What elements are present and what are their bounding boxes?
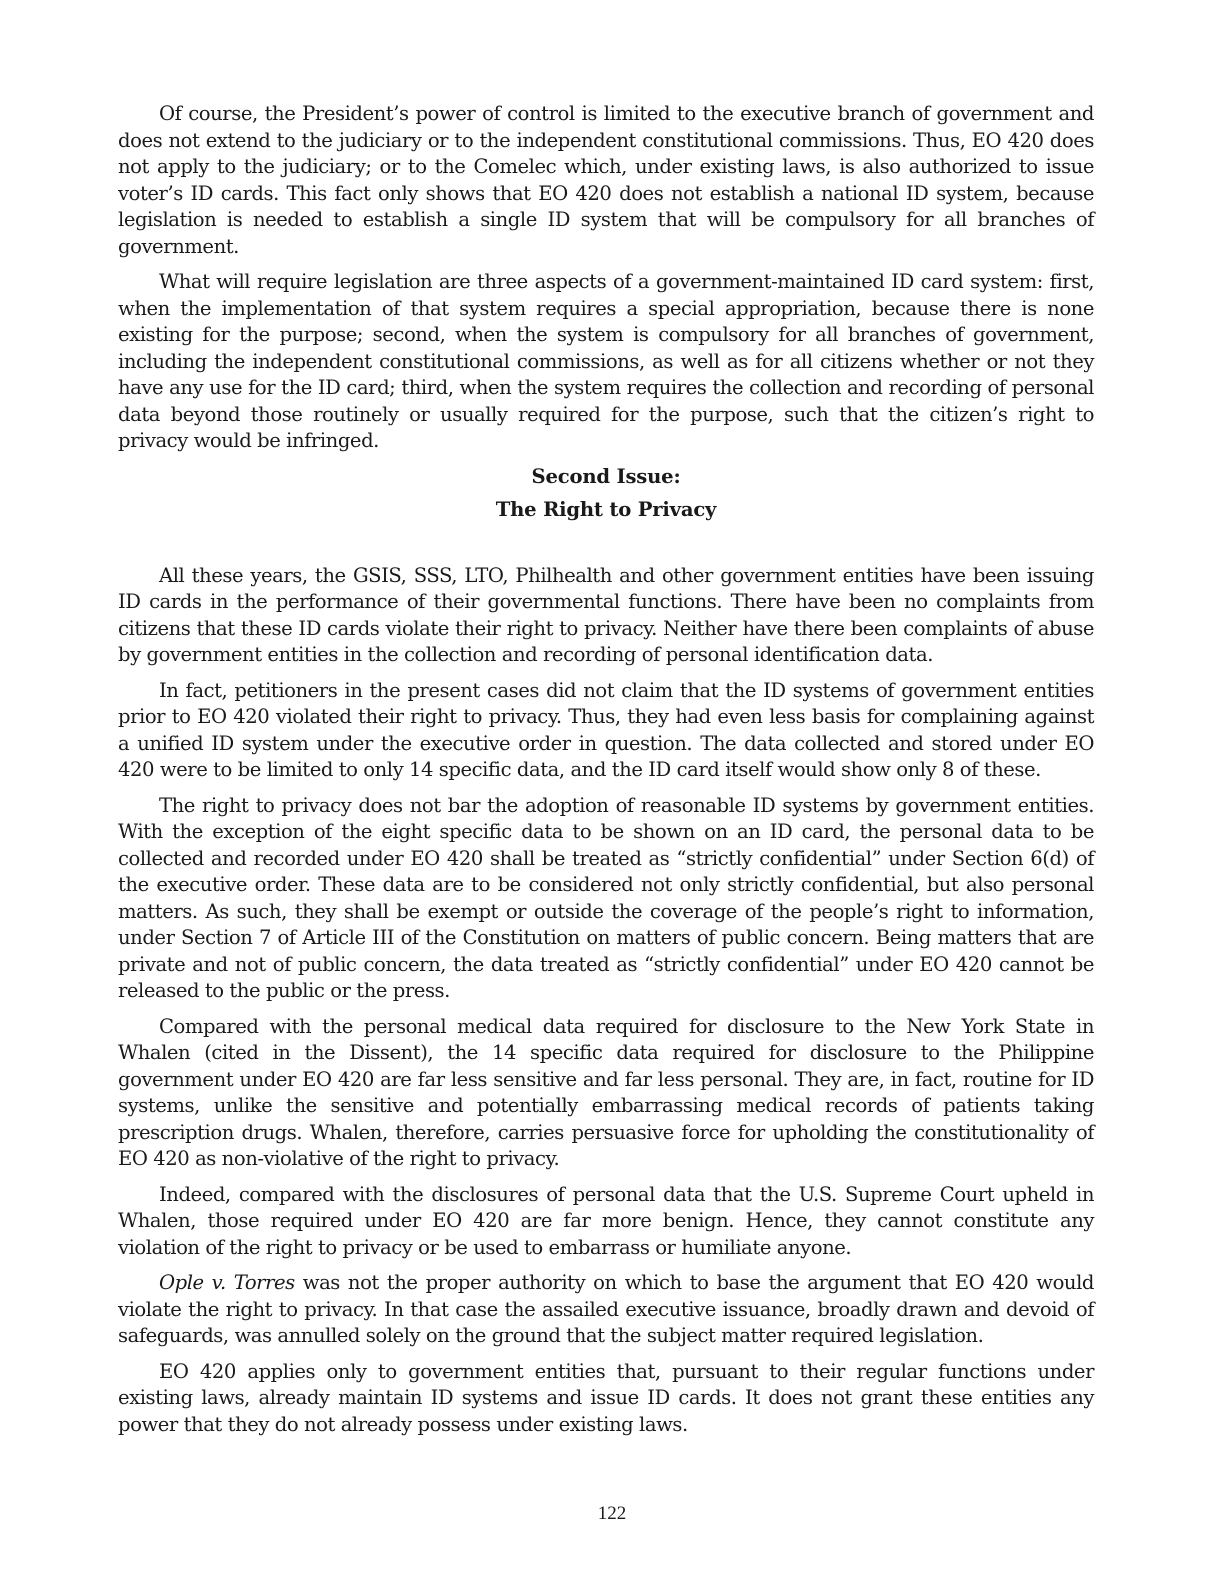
paragraph-ople-v-torres [118,1270,1094,1350]
page-number: 122 [597,1503,627,1524]
ople-paragraph-text: was not the proper authority on which to base the argument that EO 420 would violate the right to privacy. In that case the assailed executive issuance, broadly drawn and devoid of safeguards, was annulled solely on the ground that the subject matter required legislation. [118,1271,1095,1347]
paragraph-legislation-aspects: What will require legislation are three aspects of a government-maintained ID card system: first, when the implementation of that system requires a special appropriation, because there is none existing for the purpose; second, when the system is compulsory for all branches of government, including the independent constitutional commissions, as well as for all citizens whether or not they have any use for the ID card; third, when the system requires the collection and recording of personal data beyond those routinely or usually required for the purpose, such that the citizen’s right to privacy would be infringed. [118,270,1094,452]
paragraph-eo420-scope: EO 420 applies only to government entities that, pursuant to their regular functions under existing laws, already maintain ID systems and issue ID cards. It does not grant these entities any power that they do not already possess under existing laws. [118,1359,1094,1436]
document-page [118,101,1094,1447]
case-name-ople-v-torres: Ople v. Torres [159,1271,295,1294]
section-heading-issue: Second Issue: [531,464,681,488]
paragraph-government-id-cards: All these years, the GSIS, SSS, LTO, Philhealth and other government entities have been issuing ID cards in the performance of their governmental functions. There have been no complaints from citizens that these ID cards violate their right to privacy. Neither have there been complaints of abuse by government entities in the collection and recording of personal identification data. [118,563,1094,666]
paragraph-presidential-control: Of course, the President’s power of control is limited to the executive branch of government and does not extend to the judiciary or to the independent constitutional commissions. Thus, EO 420 does not apply to the judiciary; or to the Comelec which, under existing laws, is also authorized to issue voter’s ID cards. This fact only shows that EO 420 does not establish a national ID system, because legislation is needed to establish a single ID system that will be compulsory for all branches of government. [118,102,1094,258]
section-heading-title: The Right to Privacy [495,498,717,521]
paragraph-whalen-benign: Indeed, compared with the disclosures of personal data that the U.S. Supreme Court upheld in Whalen, those required under EO 420 are far more benign. Hence, they cannot constitute any violation of the right to privacy or be used to embarrass or humiliate anyone. [118,1182,1094,1259]
paragraph-petitioners-claim: In fact, petitioners in the present cases did not claim that the ID systems of government entities prior to EO 420 violated their right to privacy. Thus, they had even less basis for complaining against a unified ID system under the executive order in question. The data collected and stored under EO 420 were to be limited to only 14 specific data, and the ID card itself would show only 8 of these. [118,678,1094,781]
paragraph-whalen-comparison: Compared with the personal medical data required for disclosure to the New York State in Whalen (cited in the Dissent), the 14 specific data required for disclosure to the Philippine government under EO 420 are far less sensitive and far less personal. They are, in fact, routine for ID systems, unlike the sensitive and potentially embarrassing medical records of patients taking prescription drugs. Whalen, therefore, carries persuasive force for upholding the constitutionality of EO 420 as non-violative of the right to privacy. [118,1014,1094,1170]
paragraph-privacy-reasonable-systems: The right to privacy does not bar the adoption of reasonable ID systems by government entities. With the exception of the eight specific data to be shown on an ID card, the personal data to be collected and recorded under EO 420 shall be treated as “strictly confidential” under Section 6(d) of the executive order. These data are to be considered not only strictly confidential, but also personal matters. As such, they shall be exempt or outside the coverage of the people’s right to information, under Section 7 of Article III of the Constitution on matters of public concern. Being matters that are private and not of public concern, the data treated as “strictly confidential” under EO 420 cannot be released to the public or the press. [118,793,1094,1002]
